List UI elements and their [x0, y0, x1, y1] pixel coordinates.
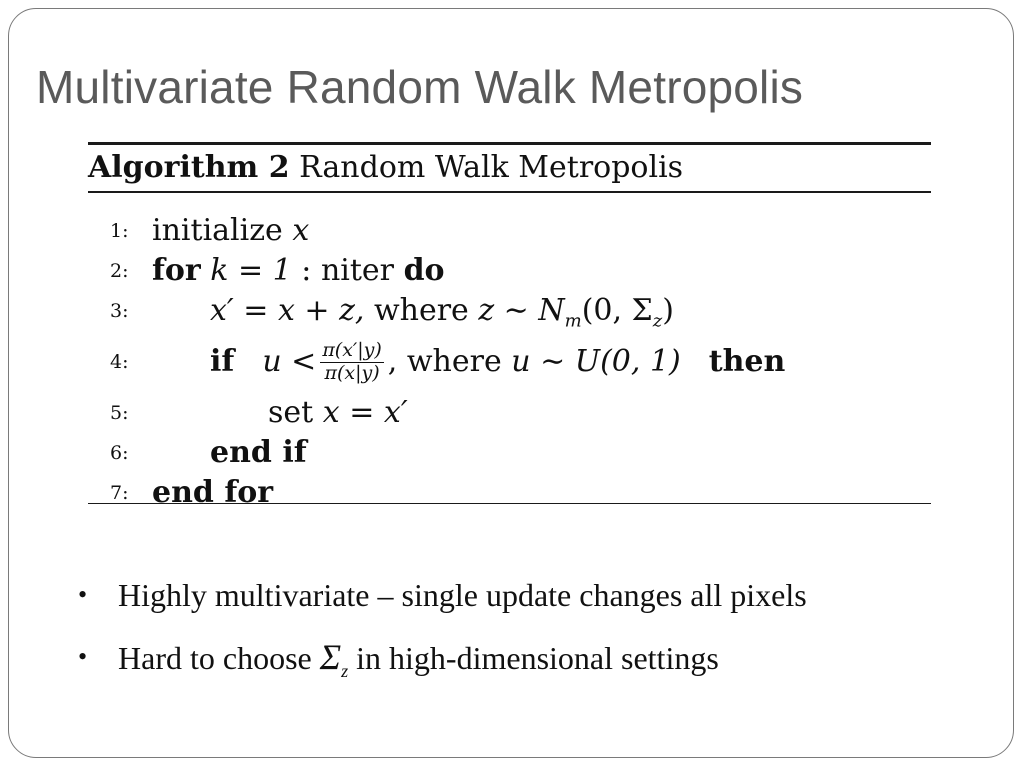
algorithm-line — [88, 473, 931, 513]
dist-subscript: m — [564, 309, 582, 331]
line-number: 7: — [110, 481, 129, 504]
bullet-text-post: in high-dimensional settings — [348, 640, 719, 676]
line-number: 1: — [110, 219, 129, 242]
line-number: 3: — [110, 299, 129, 322]
keyword-end-if: end if — [210, 434, 307, 470]
where-text: where — [364, 292, 479, 328]
line-number: 5: — [110, 401, 129, 424]
line-text: initialize — [152, 212, 283, 248]
dist-close: ) — [662, 292, 674, 328]
algorithm-line — [88, 433, 931, 473]
bullet-dot-icon: • — [78, 580, 88, 609]
where-text: where — [397, 343, 512, 379]
bullet-dot-icon: • — [78, 642, 88, 671]
loop-range: : niter — [291, 252, 404, 288]
keyword-do: do — [403, 252, 445, 288]
algorithm-line — [88, 251, 931, 291]
keyword-for: for — [152, 252, 201, 288]
line-number: 2: — [110, 259, 129, 282]
line-var: x — [292, 212, 310, 248]
slide-title: Multivariate Random Walk Metropolis — [36, 61, 804, 113]
algorithm-name: Random Walk Metropolis — [299, 150, 684, 185]
loop-expr: k = 1 — [210, 252, 292, 288]
sigma-subscript: z — [652, 309, 663, 331]
algorithm-line — [88, 291, 931, 331]
proposal-dist: z ∼ N — [478, 292, 565, 328]
dist-params: (0, Σ — [581, 292, 653, 328]
sigma-symbol: Σ — [319, 637, 342, 677]
keyword-then: then — [708, 343, 786, 379]
proposal-lhs: x′ = x + z, — [210, 292, 365, 328]
algorithm-line — [88, 393, 931, 433]
ratio-denominator: π(x|y) — [324, 362, 380, 384]
algorithm-header — [88, 145, 931, 191]
keyword-if: if — [210, 343, 235, 379]
algorithm-label: Algorithm 2 — [88, 150, 290, 185]
algorithm-body — [88, 193, 931, 510]
algorithm-line — [88, 331, 931, 393]
accept-lhs: u < — [262, 343, 317, 379]
line-number: 4: — [110, 350, 129, 373]
bullet-text-pre: Hard to choose — [118, 640, 320, 676]
comma: , — [387, 343, 398, 379]
set-text: set — [268, 394, 314, 430]
ratio-numerator: π(x′|y) — [322, 339, 382, 362]
uniform-dist: u ∼ U(0, 1) — [511, 343, 681, 379]
algorithm-line — [88, 211, 931, 251]
sigma-subscript: z — [341, 661, 349, 682]
acceptance-ratio — [320, 340, 383, 385]
keyword-end-for: end for — [152, 474, 274, 510]
bullet-text: Highly multivariate – single update changes all pixels — [118, 577, 807, 613]
line-number: 6: — [110, 441, 129, 464]
bullet-text — [118, 632, 719, 696]
algorithm-box — [88, 142, 931, 510]
set-expr: x = x′ — [322, 394, 408, 430]
